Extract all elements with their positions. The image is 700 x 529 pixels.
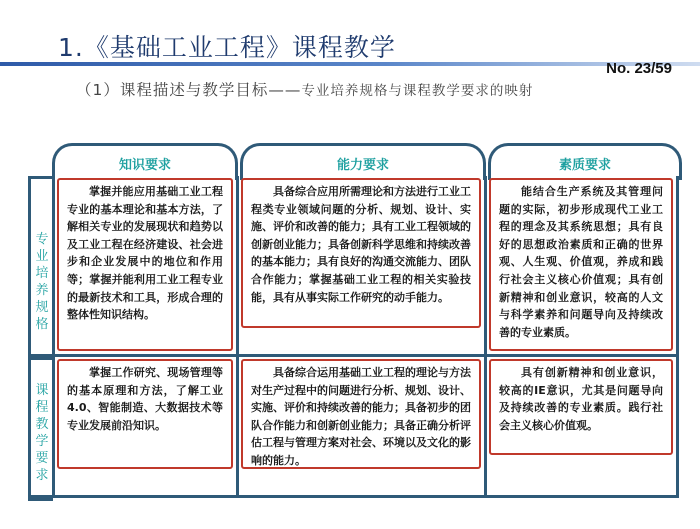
frame-line bbox=[28, 495, 679, 498]
cell-text: 掌握并能应用基础工业工程专业的基本理论和基本方法，了解相关专业的发展现状和趋势以及工业工程在经济建设、社会进步和企业发展中的地位和作用等；掌握并能利用工业工程专业的最新技术和工具，形成合理的整体性知识结构。 bbox=[67, 185, 223, 322]
cell-knowledge-specification bbox=[57, 178, 233, 351]
column-label: 素质要求 bbox=[558, 158, 611, 173]
frame-line bbox=[52, 176, 55, 498]
page-title: 1.《基础工业工程》课程教学 bbox=[58, 33, 396, 62]
cell-quality-specification bbox=[489, 178, 673, 351]
column-header-knowledge bbox=[52, 143, 238, 180]
frame-line bbox=[676, 176, 679, 498]
subtitle-main: （1）课程描述与教学目标—— bbox=[76, 81, 302, 99]
cell-text: 具有创新精神和创业意识，较高的IE意识，尤其是问题导向及持续改善的专业素质。践行社会主义核心价值观。 bbox=[499, 366, 663, 432]
title-rule bbox=[0, 62, 700, 66]
column-label: 知识要求 bbox=[118, 158, 171, 173]
cell-text: 能结合生产系统及其管理问题的实际，初步形成现代工业工程的理念及其系统思想；具有良好的思想政治素质和正确的世界观、人生观、价值观，养成和践行社会主义核心价值观；具有创新精神和创业意识，较高的人文与科学素养和问题导向及持续改善的专业素质。 bbox=[499, 185, 663, 339]
column-header-ability bbox=[240, 143, 486, 180]
frame-line bbox=[28, 354, 679, 357]
cell-ability-specification bbox=[241, 178, 481, 328]
frame-line bbox=[236, 176, 239, 498]
row-header-specification bbox=[28, 176, 53, 360]
row-label: 专业培养规格 bbox=[35, 232, 49, 332]
cell-quality-teaching bbox=[489, 359, 673, 455]
cell-text: 具备综合应用所需理论和方法进行工业工程类专业领域问题的分析、规划、设计、实施、评价和改善的能力；具有工业工程领域的创新创业能力；具备创新科学思维和持续改善的基本能力；具有良好的沟通交流能力、团队合作能力；掌握基础工业工程的相关实验技能，具有从事实际工作研究的动手能力。 bbox=[251, 185, 471, 304]
cell-ability-teaching bbox=[241, 359, 481, 469]
frame-line bbox=[484, 176, 487, 498]
subtitle bbox=[76, 78, 533, 100]
column-label: 能力要求 bbox=[336, 158, 389, 173]
row-header-teaching bbox=[28, 357, 53, 501]
cell-text: 掌握工作研究、现场管理等的基本原理和方法，了解工业4.0、智能制造、大数据技术等专业发展前沿知识。 bbox=[67, 366, 223, 432]
cell-knowledge-teaching bbox=[57, 359, 233, 469]
column-header-quality bbox=[488, 143, 682, 180]
row-label: 课程教学要求 bbox=[35, 383, 49, 483]
subtitle-rest: 专业培养规格与课程教学要求的映射 bbox=[301, 83, 534, 99]
cell-text: 具备综合运用基础工业工程的理论与方法对生产过程中的问题进行分析、规划、设计、实施、评价和持续改善的能力；具备初步的团队合作能力和创新创业能力；具备正确分析评估工程与管理方案对社会、环境以及文化的影响的能力。 bbox=[251, 366, 471, 467]
slide-number: No. 23/59 bbox=[606, 60, 672, 77]
